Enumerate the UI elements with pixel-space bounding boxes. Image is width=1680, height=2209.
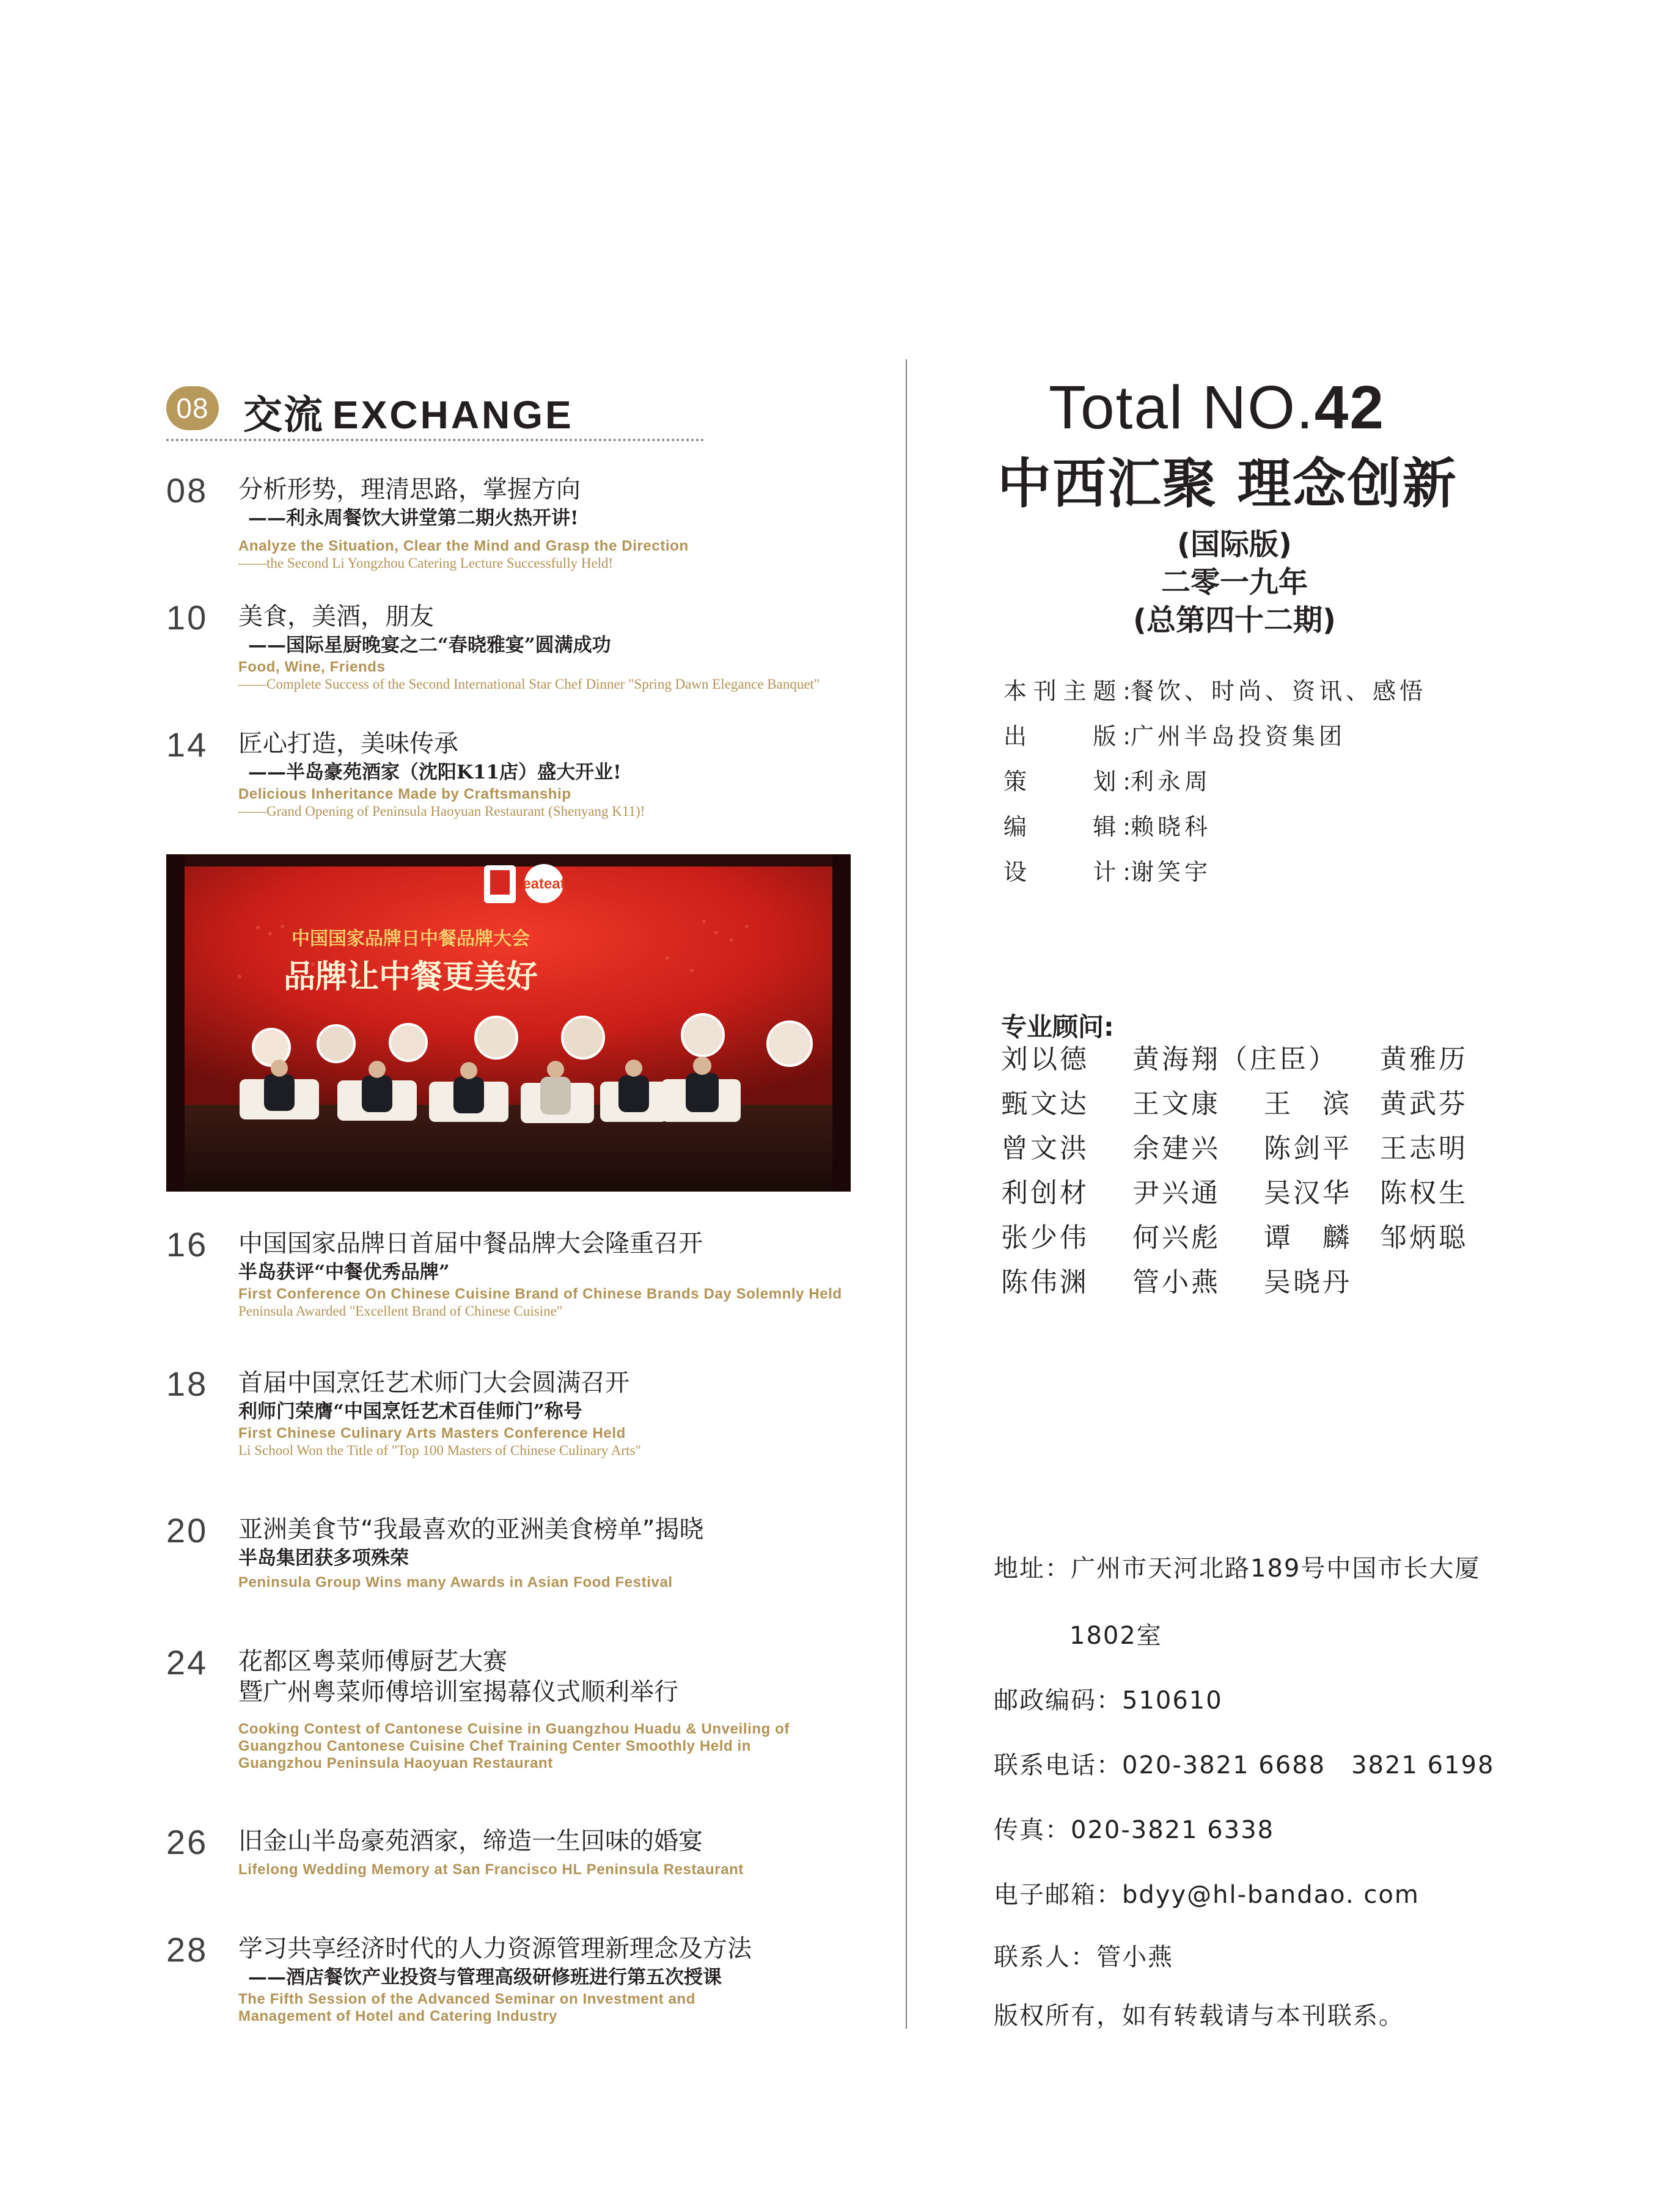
toc-zh-title: 分析形势，理清思路，掌握方向 <box>238 475 581 504</box>
toc-en-line: Guangzhou Peninsula Haoyuan Restaurant <box>238 1755 553 1771</box>
toc-en-title: First Chinese Culinary Arts Masters Conference Held <box>238 1425 626 1442</box>
section-number-badge: 08 <box>166 386 219 430</box>
advisors-heading: 专业顾问: <box>1001 1012 1114 1042</box>
contact-fax: 传真：020-3821 6338 <box>994 1816 1275 1844</box>
advisor-name: 利创材 <box>1001 1178 1089 1209</box>
eateat-logo: eateat <box>523 876 565 892</box>
advisor-name: 尹兴通 <box>1132 1178 1220 1209</box>
issue-total-number <box>1049 373 1385 443</box>
advisor-name: 张少伟 <box>1001 1222 1089 1253</box>
contact-person: 联系人：管小燕 <box>994 1943 1173 1971</box>
photo-backdrop-slogan: 品牌让中餐更美好 <box>283 958 538 995</box>
issue-total-prefix: Total NO. <box>1049 373 1315 442</box>
info-row-editor <box>1003 811 1211 842</box>
contact-postcode: 邮政编码：510610 <box>994 1687 1223 1715</box>
advisor-name: 邹炳聪 <box>1380 1222 1468 1253</box>
toc-en-subtitle: Peninsula Awarded "Excellent Brand of Chinese Cuisine" <box>238 1303 563 1319</box>
contact-address-room: 1802室 <box>1069 1622 1162 1650</box>
toc-zh-subtitle: ——半岛豪苑酒家（沈阳K11店）盛大开业! <box>248 761 622 783</box>
toc-zh-title: 亚洲美食节“我最喜欢的亚洲美食榜单”揭晓 <box>238 1515 704 1544</box>
toc-page-number: 24 <box>166 1643 208 1682</box>
section-title-en: EXCHANGE <box>332 393 574 437</box>
contact-phone: 联系电话：020-3821 6688 3821 6198 <box>994 1751 1495 1779</box>
toc-zh-title: 旧金山半岛豪苑酒家，缔造一生回味的婚宴 <box>238 1827 703 1855</box>
advisor-name: 王 滨 <box>1264 1088 1352 1119</box>
advisor-name: 陈剑平 <box>1264 1133 1352 1164</box>
toc-page-number: 14 <box>166 725 208 764</box>
advisor-name: 刘以德 <box>1001 1044 1089 1075</box>
advisor-name: 吴晓丹 <box>1264 1267 1352 1298</box>
toc-zh-title: 花都区粤菜师傅厨艺大赛 <box>238 1647 507 1676</box>
toc-en-subtitle: ——Complete Success of the Second International Star Chef Dinner "Spring Dawn Elegance Banquet" <box>238 676 820 692</box>
toc-zh-subtitle: 半岛集团获多项殊荣 <box>238 1547 409 1569</box>
stage-sofas <box>240 1079 741 1123</box>
section-title-zh: 交流 <box>243 393 324 438</box>
advisor-name: 余建兴 <box>1132 1133 1220 1164</box>
advisors-grid <box>1001 1044 1551 1299</box>
issue-number: 42 <box>1314 373 1385 442</box>
advisor-name: 黄武芬 <box>1380 1088 1468 1119</box>
toc-en-title: First Conference On Chinese Cuisine Brand of Chinese Brands Day Solemnly Held <box>238 1286 842 1302</box>
info-label: 策 划: <box>1003 768 1131 795</box>
toc-zh-title-line2: 暨广州粤菜师傅培训室揭幕仪式顺利举行 <box>238 1678 678 1706</box>
toc-zh-title: 学习共享经济时代的人力资源管理新理念及方法 <box>238 1935 752 1963</box>
column-divider <box>906 359 907 2029</box>
toc-page-number: 10 <box>166 598 208 637</box>
toc-en-subtitle: ——Grand Opening of Peninsula Haoyuan Restaurant (Shenyang K11)! <box>238 804 645 819</box>
toc-en-title: Food, Wine, Friends <box>238 659 386 675</box>
toc-zh-subtitle: 利师门荣膺“中国烹饪艺术百佳师门”称号 <box>238 1401 582 1423</box>
info-label: 编 辑: <box>1003 813 1131 840</box>
info-row-theme <box>1003 676 1426 706</box>
info-value: 利永周 <box>1131 768 1212 795</box>
toc-en-line: Guangzhou Cantonese Cuisine Chef Training Center Smoothly Held in <box>238 1738 752 1754</box>
advisor-name: 陈伟渊 <box>1001 1267 1089 1298</box>
copyright-note: 版权所有，如有转载请与本刊联系。 <box>994 2002 1404 2030</box>
photo-backdrop-title: 中国国家品牌日中餐品牌大会 <box>292 928 530 950</box>
advisor-name: 黄雅历 <box>1380 1044 1468 1075</box>
advisor-name: 管小燕 <box>1132 1267 1220 1298</box>
advisor-name: 黄海翔（庄臣） <box>1132 1044 1338 1075</box>
conference-photo <box>166 854 851 1192</box>
advisor-name: 王文康 <box>1132 1088 1220 1119</box>
section-dotted-rule <box>166 439 704 441</box>
toc-page-number: 28 <box>166 1930 208 1969</box>
section-title <box>243 384 574 440</box>
advisor-name: 何兴彪 <box>1132 1222 1220 1253</box>
contact-email[interactable]: 电子邮箱：bdyy@hl-bandao. com <box>994 1881 1420 1909</box>
toc-en-line: The Fifth Session of the Advanced Seminar on Investment and <box>238 1991 695 2007</box>
info-row-planner <box>1003 766 1211 797</box>
issue-slogan: 中西汇聚 理念创新 <box>997 452 1458 515</box>
info-row-publisher <box>1003 721 1346 752</box>
advisor-name: 谭 麟 <box>1264 1222 1352 1253</box>
info-row-designer <box>1003 857 1211 887</box>
toc-en-line: Management of Hotel and Catering Industry <box>238 2008 557 2024</box>
advisor-name: 曾文洪 <box>1001 1133 1089 1164</box>
info-value: 广州半岛投资集团 <box>1131 723 1346 750</box>
advisor-name: 甄文达 <box>1001 1088 1089 1119</box>
advisor-name: 吴汉华 <box>1264 1178 1352 1209</box>
toc-en-title: Analyze the Situation, Clear the Mind and Grasp the Direction <box>238 538 689 554</box>
edition-issue: (总第四十二期) <box>1133 603 1336 637</box>
toc-zh-subtitle: ——酒店餐饮产业投资与管理高级研修班进行第五次授课 <box>248 1966 722 1988</box>
toc-en-subtitle: ——the Second Li Yongzhou Catering Lecture Successfully Held! <box>238 555 614 571</box>
toc-zh-title: 中国国家品牌日首届中餐品牌大会隆重召开 <box>238 1229 703 1258</box>
toc-zh-title: 美食，美酒，朋友 <box>238 603 434 631</box>
info-value: 谢笑宇 <box>1131 859 1212 885</box>
toc-zh-subtitle: 半岛获评“中餐优秀品牌” <box>238 1261 450 1283</box>
info-value: 餐饮、时尚、资讯、感悟 <box>1131 678 1427 705</box>
toc-page-number: 08 <box>166 471 208 510</box>
toc-zh-title: 首届中国烹饪艺术师门大会圆满召开 <box>238 1369 629 1397</box>
toc-page-number: 26 <box>166 1823 208 1861</box>
advisor-name: 陈权生 <box>1380 1178 1468 1209</box>
contact-address: 地址：广州市天河北路189号中国市长大厦 <box>994 1555 1481 1583</box>
toc-zh-subtitle: ——国际星厨晚宴之二“春晓雅宴”圆满成功 <box>248 634 611 656</box>
conference-stage-image <box>166 854 851 1192</box>
toc-en-subtitle: Li School Won the Title of "Top 100 Masters of Chinese Culinary Arts" <box>238 1443 641 1458</box>
toc-zh-title: 匠心打造，美味传承 <box>238 730 458 758</box>
info-label: 设 计: <box>1003 859 1131 885</box>
info-label: 本刊主题: <box>1003 678 1131 705</box>
toc-en-title: Peninsula Group Wins many Awards in Asian Food Festival <box>238 1574 673 1591</box>
info-value: 赖晓科 <box>1131 813 1212 840</box>
toc-en-title: Lifelong Wedding Memory at San Francisco HL Peninsula Restaurant <box>238 1861 744 1878</box>
edition-year: 二零一九年 <box>1161 565 1308 599</box>
toc-page-number: 18 <box>166 1365 208 1403</box>
advisor-name: 王志明 <box>1380 1133 1468 1164</box>
info-label: 出 版: <box>1003 723 1131 750</box>
toc-page-number: 20 <box>166 1511 208 1550</box>
toc-page-number: 16 <box>166 1225 208 1264</box>
edition-line: (国际版) <box>1177 527 1292 562</box>
toc-en-title: Delicious Inheritance Made by Craftsmanship <box>238 786 571 802</box>
toc-en-line: Cooking Contest of Cantonese Cuisine in Guangzhou Huadu & Unveiling of <box>238 1721 790 1737</box>
toc-zh-subtitle: ——利永周餐饮大讲堂第二期火热开讲! <box>248 507 579 529</box>
